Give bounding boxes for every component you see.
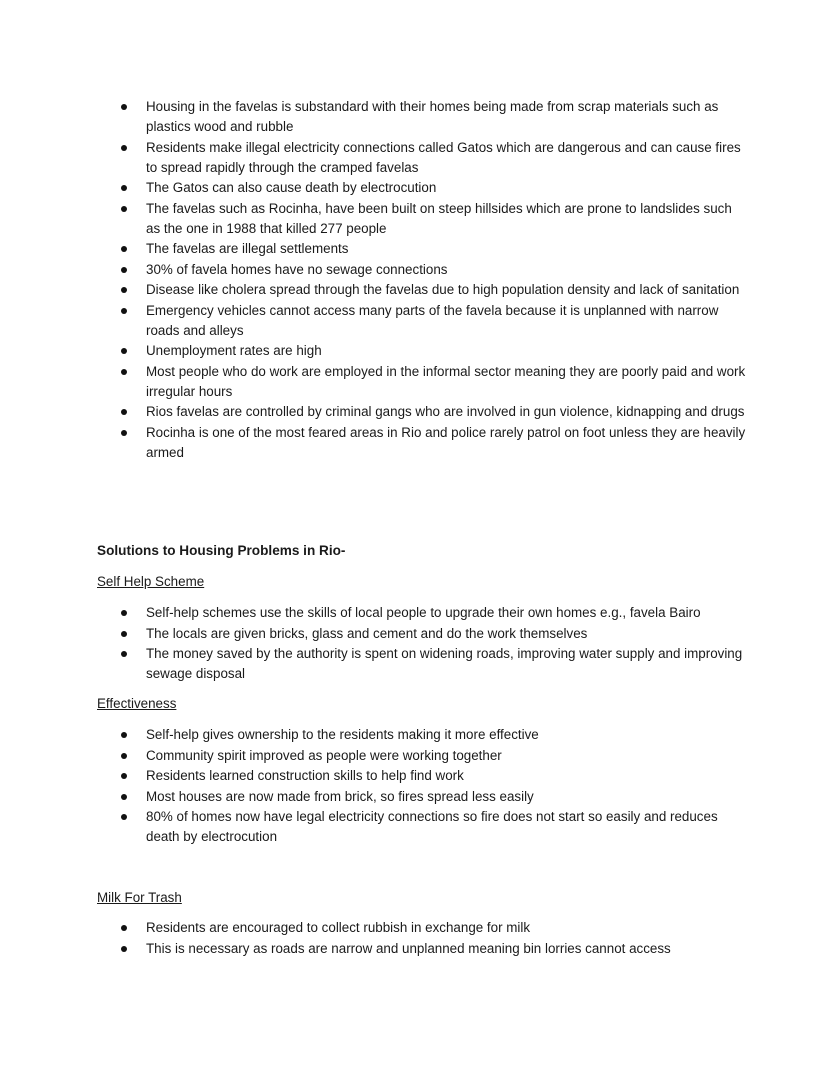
bullet-icon bbox=[121, 246, 127, 252]
solutions-heading: Solutions to Housing Problems in Rio- bbox=[97, 543, 346, 558]
list-item: Housing in the favelas is substandard with their homes being made from scrap materials such as plastics wood and rubble bbox=[146, 97, 746, 137]
bullet-icon bbox=[121, 287, 127, 293]
favela-problems-list bbox=[146, 97, 746, 463]
list-item: Emergency vehicles cannot access many parts of the favela because it is unplanned with narrow roads and alleys bbox=[146, 301, 746, 341]
bullet-icon bbox=[121, 206, 127, 212]
bullet-icon bbox=[121, 610, 127, 616]
bullet-icon bbox=[121, 814, 127, 820]
bullet-icon bbox=[121, 773, 127, 779]
bullet-icon bbox=[121, 753, 127, 759]
list-item: This is necessary as roads are narrow and unplanned meaning bin lorries cannot access bbox=[146, 939, 746, 959]
bullet-icon bbox=[121, 308, 127, 314]
milk-for-trash-heading: Milk For Trash bbox=[97, 890, 182, 905]
list-item: 80% of homes now have legal electricity connections so fire does not start so easily and reduces death by electrocution bbox=[146, 807, 746, 847]
list-item: The Gatos can also cause death by electrocution bbox=[146, 178, 746, 198]
bullet-icon bbox=[121, 925, 127, 931]
bullet-icon bbox=[121, 794, 127, 800]
bullet-icon bbox=[121, 651, 127, 657]
list-item: Residents are encouraged to collect rubbish in exchange for milk bbox=[146, 918, 746, 938]
list-item: The favelas such as Rocinha, have been built on steep hillsides which are prone to landslides such as the one in 1988 that killed 277 people bbox=[146, 199, 746, 239]
list-item: Unemployment rates are high bbox=[146, 341, 746, 361]
list-item: Most people who do work are employed in the informal sector meaning they are poorly paid and work irregular hours bbox=[146, 362, 746, 402]
bullet-icon bbox=[121, 369, 127, 375]
bullet-icon bbox=[121, 409, 127, 415]
bullet-icon bbox=[121, 145, 127, 151]
list-item: Rios favelas are controlled by criminal gangs who are involved in gun violence, kidnapping and drugs bbox=[146, 402, 746, 422]
list-item: The money saved by the authority is spent on widening roads, improving water supply and improving sewage disposal bbox=[146, 644, 746, 684]
self-help-heading: Self Help Scheme bbox=[97, 574, 205, 589]
list-item: Residents learned construction skills to help find work bbox=[146, 766, 746, 786]
bullet-icon bbox=[121, 732, 127, 738]
effectiveness-heading: Effectiveness bbox=[97, 696, 177, 711]
list-item: Self-help schemes use the skills of local people to upgrade their own homes e.g., favela Bairo bbox=[146, 603, 746, 623]
bullet-icon bbox=[121, 267, 127, 273]
list-item: Residents make illegal electricity connections called Gatos which are dangerous and can cause fires to spread rapidly through the cramped favelas bbox=[146, 138, 746, 178]
list-item: Community spirit improved as people were working together bbox=[146, 746, 746, 766]
list-item: Self-help gives ownership to the residents making it more effective bbox=[146, 725, 746, 745]
bullet-icon bbox=[121, 104, 127, 110]
bullet-icon bbox=[121, 430, 127, 436]
effectiveness-list bbox=[146, 725, 746, 848]
list-item: 30% of favela homes have no sewage connections bbox=[146, 260, 746, 280]
bullet-icon bbox=[121, 631, 127, 637]
list-item: Rocinha is one of the most feared areas in Rio and police rarely patrol on foot unless they are heavily armed bbox=[146, 423, 746, 463]
self-help-list bbox=[146, 603, 746, 685]
bullet-icon bbox=[121, 946, 127, 952]
list-item: Most houses are now made from brick, so fires spread less easily bbox=[146, 787, 746, 807]
bullet-icon bbox=[121, 348, 127, 354]
list-item: Disease like cholera spread through the favelas due to high population density and lack of sanitation bbox=[146, 280, 746, 300]
bullet-icon bbox=[121, 185, 127, 191]
list-item: The favelas are illegal settlements bbox=[146, 239, 746, 259]
list-item: The locals are given bricks, glass and cement and do the work themselves bbox=[146, 624, 746, 644]
milk-for-trash-list bbox=[146, 918, 746, 959]
